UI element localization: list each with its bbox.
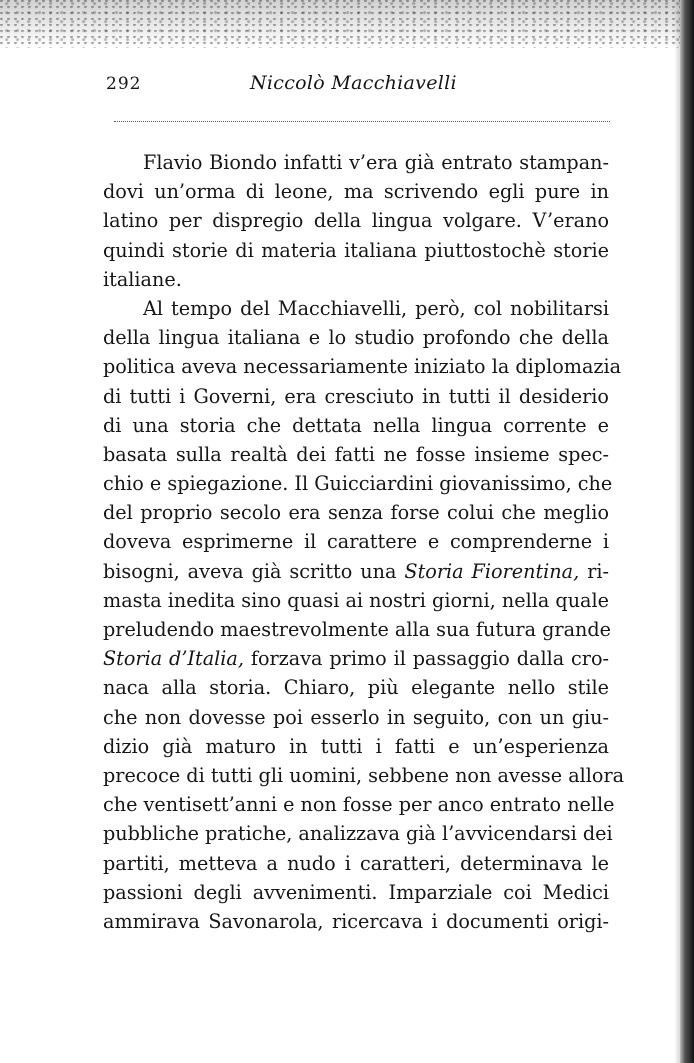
- text-line: quindi storie di materia italiana piuttostochè storie: [103, 238, 609, 262]
- page-number: 292: [106, 74, 142, 94]
- text-line: di una storia che dettata nella lingua corrente e: [103, 413, 609, 437]
- text-line: Al tempo del Macchiavelli, però, col nobilitarsi: [143, 296, 609, 320]
- text-line: ammirava Savonarola, ricercava i documenti origi-: [103, 909, 609, 933]
- text-line: doveva esprimerne il carattere e comprenderne i: [103, 530, 609, 554]
- text-line: italiane.: [103, 267, 182, 291]
- text-line: masta inedita sino quasi ai nostri giorni, nella quale: [103, 588, 609, 612]
- text-line: chio e spiegazione. Il Guicciardini giovanissimo, che: [103, 472, 613, 496]
- italic-title: Storia Fiorentina,: [404, 559, 580, 583]
- text-line: preludendo maestrevolmente alla sua futura grande: [103, 618, 612, 641]
- text-line: Flavio Biondo infatti v’era già entrato stampan-: [143, 151, 609, 174]
- text-line: che non dovesse poi esserlo in seguito, con un giu-: [103, 705, 609, 729]
- text-line: basata sulla realtà dei fatti ne fosse insieme spec-: [103, 442, 609, 466]
- text-line: precoce di tutti gli uomini, sebbene non avesse allora: [103, 763, 625, 787]
- running-title: Niccolò Macchiavelli: [250, 72, 457, 94]
- header-rule: [114, 121, 610, 122]
- text-line: partiti, metteva a nudo i caratteri, determinava le: [103, 851, 609, 875]
- text-line: politica aveva necessariamente iniziato la diplomazia: [103, 355, 622, 379]
- page-edge-shadow: [680, 0, 694, 1063]
- text-line: della lingua italiana e lo studio profondo che della: [103, 326, 609, 350]
- text-line: passioni degli avvenimenti. Imparziale coi Medici: [103, 880, 609, 904]
- text-line: di tutti i Governi, era cresciuto in tutti il desiderio: [103, 384, 609, 408]
- text-line: dovi un’orma di leone, ma scrivendo egli pure in: [103, 180, 609, 204]
- text-line: che ventisett’anni e non fosse per anco entrato nelle: [103, 793, 615, 817]
- text-line: bisogni, aveva già scritto una Storia Fiorentina, ri-: [103, 559, 609, 583]
- text-line: del proprio secolo era senza forse colui che meglio: [103, 501, 609, 525]
- text-line: latino per dispregio della lingua volgare. V’erano: [103, 209, 609, 233]
- text-line: naca alla storia. Chiaro, più elegante nello stile: [103, 676, 609, 700]
- body-text: [103, 148, 625, 936]
- scan-noise-top: [0, 0, 694, 48]
- italic-title: Storia d’Italia,: [103, 647, 244, 671]
- text-line: dizio già maturo in tutti i fatti e un’esperienza: [103, 734, 609, 758]
- text-line: pubbliche pratiche, analizzava già l’avvicendarsi dei: [103, 822, 613, 846]
- text-line: Storia d’Italia, forzava primo il passaggio dalla cro-: [103, 647, 609, 671]
